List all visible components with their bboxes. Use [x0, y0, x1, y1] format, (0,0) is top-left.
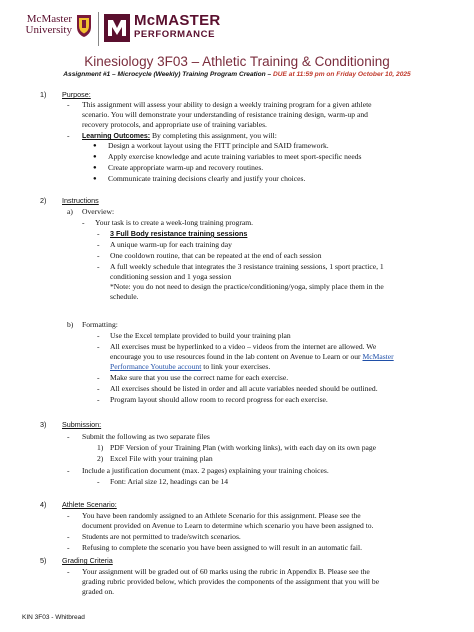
dash: - [67, 567, 70, 576]
logo-divider [98, 12, 99, 46]
bullet: ● [93, 176, 97, 182]
formatting-item: Use the Excel template provided to build your training plan [110, 331, 291, 340]
grading-text-line: Your assignment will be graded out of 60 marks using the rubric in Appendix B. Please see the [82, 567, 370, 576]
bullet: ● [93, 143, 97, 149]
submission-number: 2) [97, 454, 104, 463]
subsection-label: b) [67, 320, 74, 329]
overview-item: conditioning session and 1 yoga session [110, 272, 232, 281]
section-submission-heading: 3) Submission: [40, 420, 102, 429]
dash: - [97, 395, 100, 404]
grading-text-line: graded on. [82, 587, 115, 596]
formatting-item: Make sure that you use the correct name for each exercise. [110, 373, 289, 382]
learning-outcomes-line: Learning Outcomes: By completing this assignment, you will: [82, 131, 277, 140]
formatting-item: Program layout should allow room to record progress for each exercise. [110, 395, 328, 404]
formatting-item: encourage you to use resources found in the lab content on Avenue to Learn or our McMaster [110, 352, 394, 361]
youtube-account-link[interactable]: Performance Youtube account [110, 362, 202, 371]
assignment-subtitle: Assignment #1 – Microcycle (Weekly) Training Program Creation – DUE at 11:59 pm on Friday October 10, 2025 [63, 71, 411, 78]
dash: - [67, 100, 70, 109]
outcome-item: Communicate training decisions clearly and justify your choices. [108, 174, 306, 183]
dash: - [97, 331, 100, 340]
dash: - [67, 432, 70, 441]
submission-subitem: Excel File with your training plan [110, 454, 213, 463]
dash: - [67, 543, 70, 552]
overview-item: A unique warm-up for each training day [110, 240, 232, 249]
overview-item: 3 Full Body resistance training sessions [110, 229, 248, 238]
overview-item: A full weekly schedule that integrates the 3 resistance training sessions, 1 sport practice, 1 [110, 262, 384, 271]
formatting-title: Formatting: [82, 320, 118, 329]
overview-title: Overview: [82, 207, 115, 216]
dash: - [67, 532, 70, 541]
dash: - [97, 342, 100, 351]
formatting-item: All exercises must be hyperlinked to a video – videos from the internet are allowed. We [110, 342, 377, 351]
dash: - [67, 131, 70, 140]
section-purpose-heading: 1) Purpose: [40, 90, 91, 99]
due-date: DUE at 11:59 pm on Friday October 10, 2025 [273, 71, 411, 78]
submission-subitem: PDF Version of your Training Plan (with working links), with each day on its own page [110, 443, 377, 452]
formatting-item: All exercises should be listed in order and all acute variables needed should be outlined. [110, 384, 378, 393]
athlete-text-line: Students are not permitted to trade/switch scenarios. [82, 532, 241, 541]
performance-logo-icon [104, 14, 130, 42]
submission-item: Include a justification document (max. 2 pages) explaining your training choices. [82, 466, 329, 475]
athlete-text-line: Refusing to complete the scenario you have been assigned to will result in an automatic fail. [82, 543, 363, 552]
overview-task: Your task is to create a week-long training program. [95, 218, 254, 227]
dash: - [97, 229, 100, 238]
submission-item: Submit the following as two separate files [82, 432, 210, 441]
grading-text-line: grading rubric provided below, which provides the components of the assignment that you will be [82, 577, 380, 586]
mcmaster-performance-link[interactable]: McMaster [362, 352, 394, 361]
dash: - [82, 218, 85, 227]
page-footer: KIN 3F03 - Whitbread [22, 614, 85, 621]
overview-note: schedule. [110, 292, 139, 301]
header-logos [22, 12, 262, 48]
dash: - [67, 511, 70, 520]
purpose-text-line: scenario. You will demonstrate your understanding of resistance training design, warm-up and [82, 110, 368, 119]
performance-line1: McMASTER [134, 12, 221, 29]
university-crest-icon [76, 14, 92, 38]
bullet: ● [93, 165, 97, 171]
dash: - [97, 240, 100, 249]
dash: - [97, 251, 100, 260]
formatting-item: Performance Youtube account to link your exercises. [110, 362, 271, 371]
outcome-item: Apply exercise knowledge and acute training variables to meet sport-specific needs [108, 152, 362, 161]
purpose-text-line: recovery protocols, and appropriate use of training variables. [82, 120, 267, 129]
dash: - [97, 384, 100, 393]
bullet: ● [93, 154, 97, 160]
athlete-text-line: You have been randomly assigned to an Athlete Scenario for this assignment. Please see the [82, 511, 361, 520]
dash: - [97, 262, 100, 271]
dash: - [97, 373, 100, 382]
outcome-item: Design a workout layout using the FITT principle and SAID framework. [108, 141, 329, 150]
outcome-item: Create appropriate warm-up and recovery routines. [108, 163, 264, 172]
overview-note: *Note: you do not need to design the practice/conditioning/yoga, simply place them in the [110, 282, 384, 291]
section-athlete-heading: 4) Athlete Scenario: [40, 500, 117, 509]
overview-item: One cooldown routine, that can be repeated at the end of each session [110, 251, 322, 260]
performance-line2: PERFORMANCE [134, 29, 216, 40]
mcmaster-performance-logo [104, 12, 259, 46]
submission-number: 1) [97, 443, 104, 452]
mcmaster-university-wordmark: McMaster University [25, 13, 72, 36]
section-instructions-heading: 2) Instructions [40, 196, 99, 205]
subsection-label: a) [67, 207, 73, 216]
dash: - [97, 477, 100, 486]
dash: - [67, 466, 70, 475]
section-grading-heading: 5) Grading Criteria [40, 556, 113, 565]
purpose-text-line: This assignment will assess your ability to design a weekly training program for a given athlete [82, 100, 372, 109]
submission-subitem: Font: Arial size 12, headings can be 14 [110, 477, 229, 486]
athlete-text-line: document provided on Avenue to Learn to determine which scenario you have been assigned to. [82, 521, 374, 530]
page-title: Kinesiology 3F03 – Athletic Training & Conditioning [84, 54, 390, 69]
